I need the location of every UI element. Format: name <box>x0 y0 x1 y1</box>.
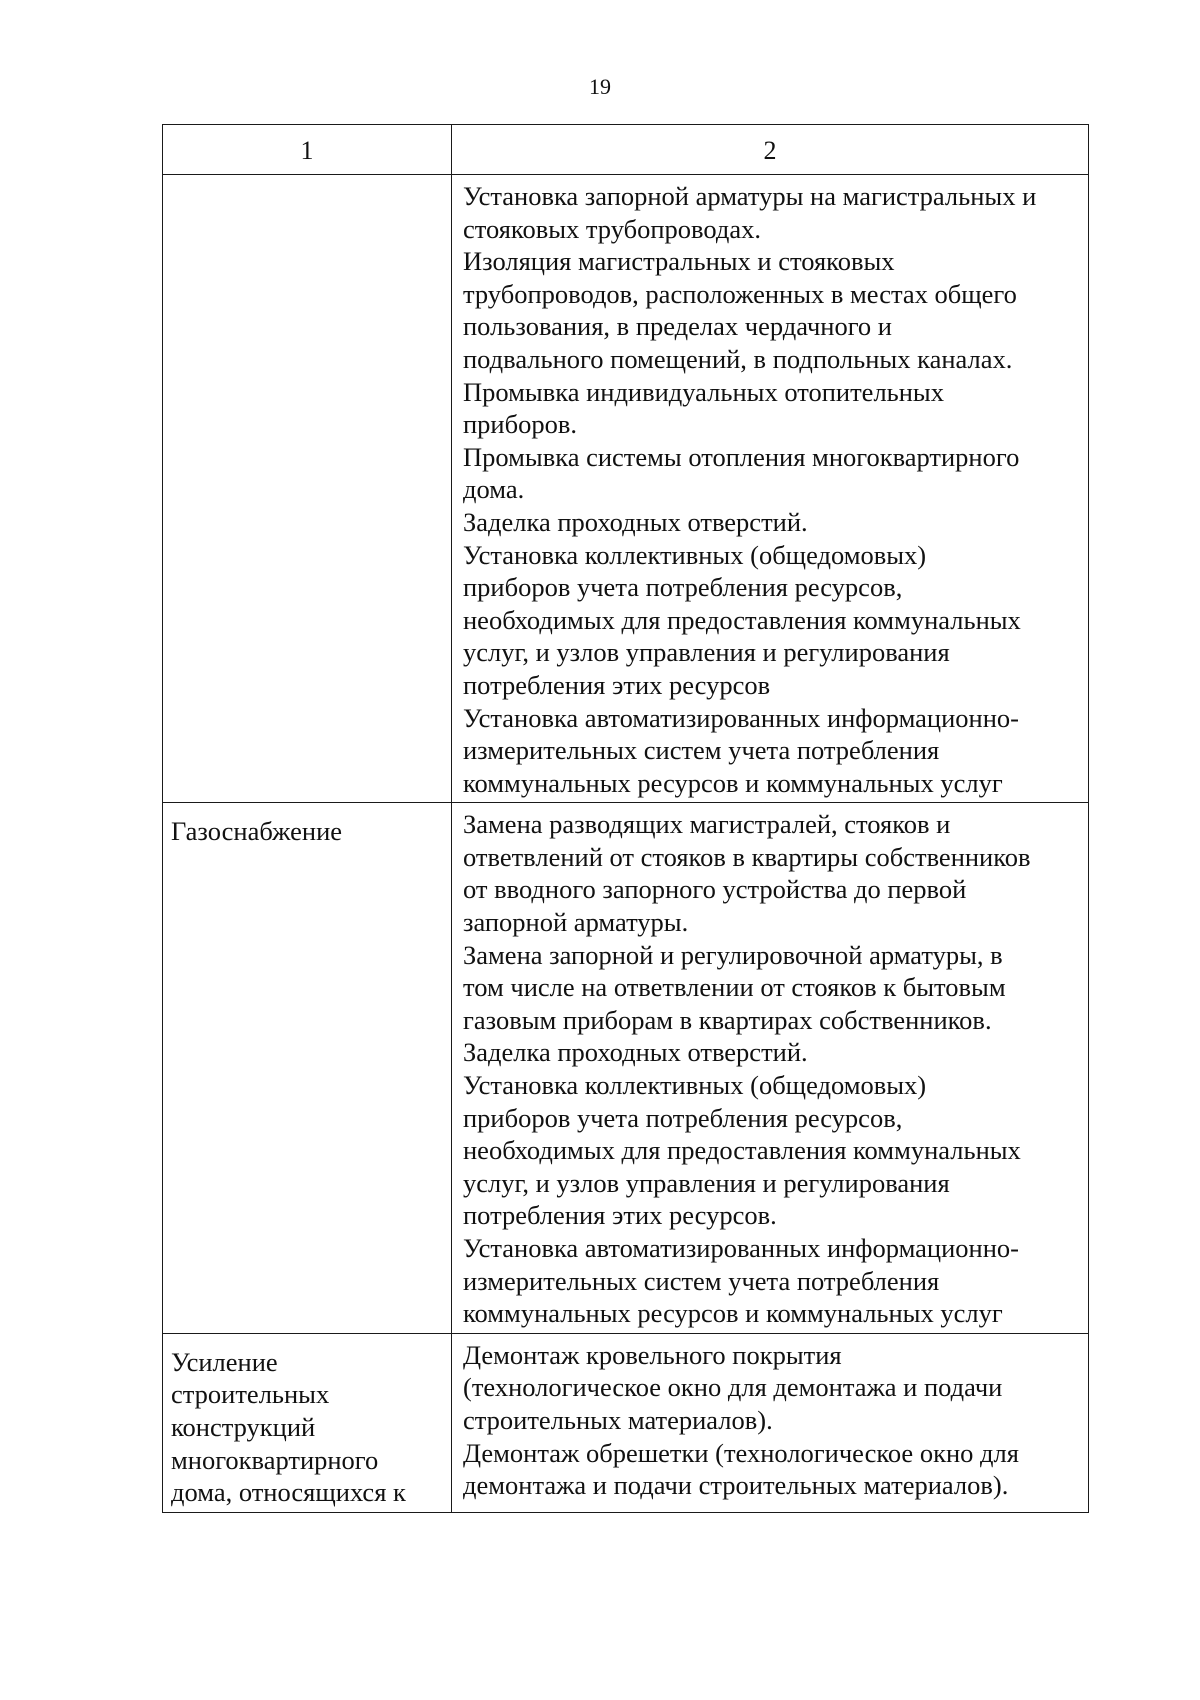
work-item-line: пользования, в пределах чердачного и <box>463 311 892 342</box>
work-item-line: том числе на ответвлении от стояков к бытовым <box>463 972 1006 1003</box>
work-item-line: измерительных систем учета потребления <box>463 735 940 766</box>
table-row <box>163 175 1089 803</box>
work-item-line: Изоляция магистральных и стояковых <box>463 246 895 277</box>
work-item-line: от вводного запорного устройства до первой <box>463 874 967 905</box>
table-row <box>163 1333 1089 1512</box>
work-item-line: демонтажа и подачи строительных материалов). <box>463 1470 1009 1501</box>
work-item-line: стояковых трубопроводах. <box>463 213 761 244</box>
work-item-line: услуг, и узлов управления и регулирования <box>463 1167 950 1198</box>
work-item-line: измерительных систем учета потребления <box>463 1265 940 1296</box>
table-header-row <box>163 125 1089 175</box>
system-name-cell <box>163 175 452 803</box>
table-row <box>163 803 1089 1334</box>
page-number: 19 <box>589 74 611 99</box>
work-item-line: Установка автоматизированных информационно- <box>463 1233 1019 1263</box>
work-item-line: приборов. <box>463 409 577 440</box>
work-item-line: дома. <box>463 474 525 505</box>
work-item-line: Установка коллективных (общедомовых) <box>463 1070 927 1101</box>
work-item-line: Замена запорной и регулировочной арматуры, в <box>463 939 1003 970</box>
work-list-cell <box>452 803 1089 1334</box>
column-header-2: 2 <box>452 125 1089 175</box>
column-header-1: 1 <box>163 125 452 175</box>
work-item-line: потребления этих ресурсов <box>463 669 771 700</box>
system-name-cell <box>163 803 452 1334</box>
work-item-line: ответвлений от стояков в квартиры собственников <box>463 841 1031 872</box>
work-item-line: Заделка проходных отверстий. <box>463 1037 808 1068</box>
work-list-cell <box>452 1333 1089 1512</box>
work-item-line: коммунальных ресурсов и коммунальных услуг <box>463 1298 1003 1329</box>
work-item-line: Промывка системы отопления многоквартирного <box>463 441 1020 472</box>
work-item-line: необходимых для предоставления коммунальных <box>463 604 1021 635</box>
system-name-line: Усиление <box>171 1346 278 1377</box>
work-item-line: запорной арматуры. <box>463 907 689 938</box>
work-item-line: Установка коллективных (общедомовых) <box>463 539 927 570</box>
work-item-line: газовым приборам в квартирах собственников. <box>463 1004 992 1035</box>
work-item-line: потребления этих ресурсов. <box>463 1200 777 1231</box>
work-item-line: Установка автоматизированных информационно- <box>463 702 1019 733</box>
work-list-cell <box>452 175 1089 803</box>
system-name-line: строительных <box>171 1379 330 1410</box>
work-item-line: услуг, и узлов управления и регулирования <box>463 637 950 668</box>
work-item-line: приборов учета потребления ресурсов, <box>463 1102 903 1133</box>
work-item-line: Демонтаж кровельного покрытия <box>463 1339 842 1370</box>
system-name-line: конструкций <box>171 1411 316 1442</box>
system-name-cell <box>163 1333 452 1512</box>
work-item-line: приборов учета потребления ресурсов, <box>463 572 903 603</box>
table-body <box>163 175 1089 1513</box>
work-item-line: подвального помещений, в подпольных каналах. <box>463 343 1013 374</box>
work-item-line: трубопроводов, расположенных в местах общего <box>463 278 1017 309</box>
work-item-line: Промывка индивидуальных отопительных <box>463 376 944 407</box>
work-item-line: необходимых для предоставления коммунальных <box>463 1135 1021 1166</box>
work-item-line: Установка запорной арматуры на магистральных и <box>463 181 1037 211</box>
system-name-line: дома, относящихся к <box>171 1477 406 1508</box>
system-name-line: многоквартирного <box>171 1444 379 1475</box>
works-table <box>162 124 1089 1513</box>
work-item-line: Заделка проходных отверстий. <box>463 506 808 537</box>
work-item-line: строительных материалов). <box>463 1404 773 1435</box>
work-item-line: Демонтаж обрешетки (технологическое окно для <box>463 1437 1019 1468</box>
system-name-line: Газоснабжение <box>171 816 343 847</box>
work-item-line: Замена разводящих магистралей, стояков и <box>463 809 951 840</box>
work-item-line: (технологическое окно для демонтажа и подачи <box>463 1372 1003 1403</box>
work-item-line: коммунальных ресурсов и коммунальных услуг <box>463 767 1003 798</box>
